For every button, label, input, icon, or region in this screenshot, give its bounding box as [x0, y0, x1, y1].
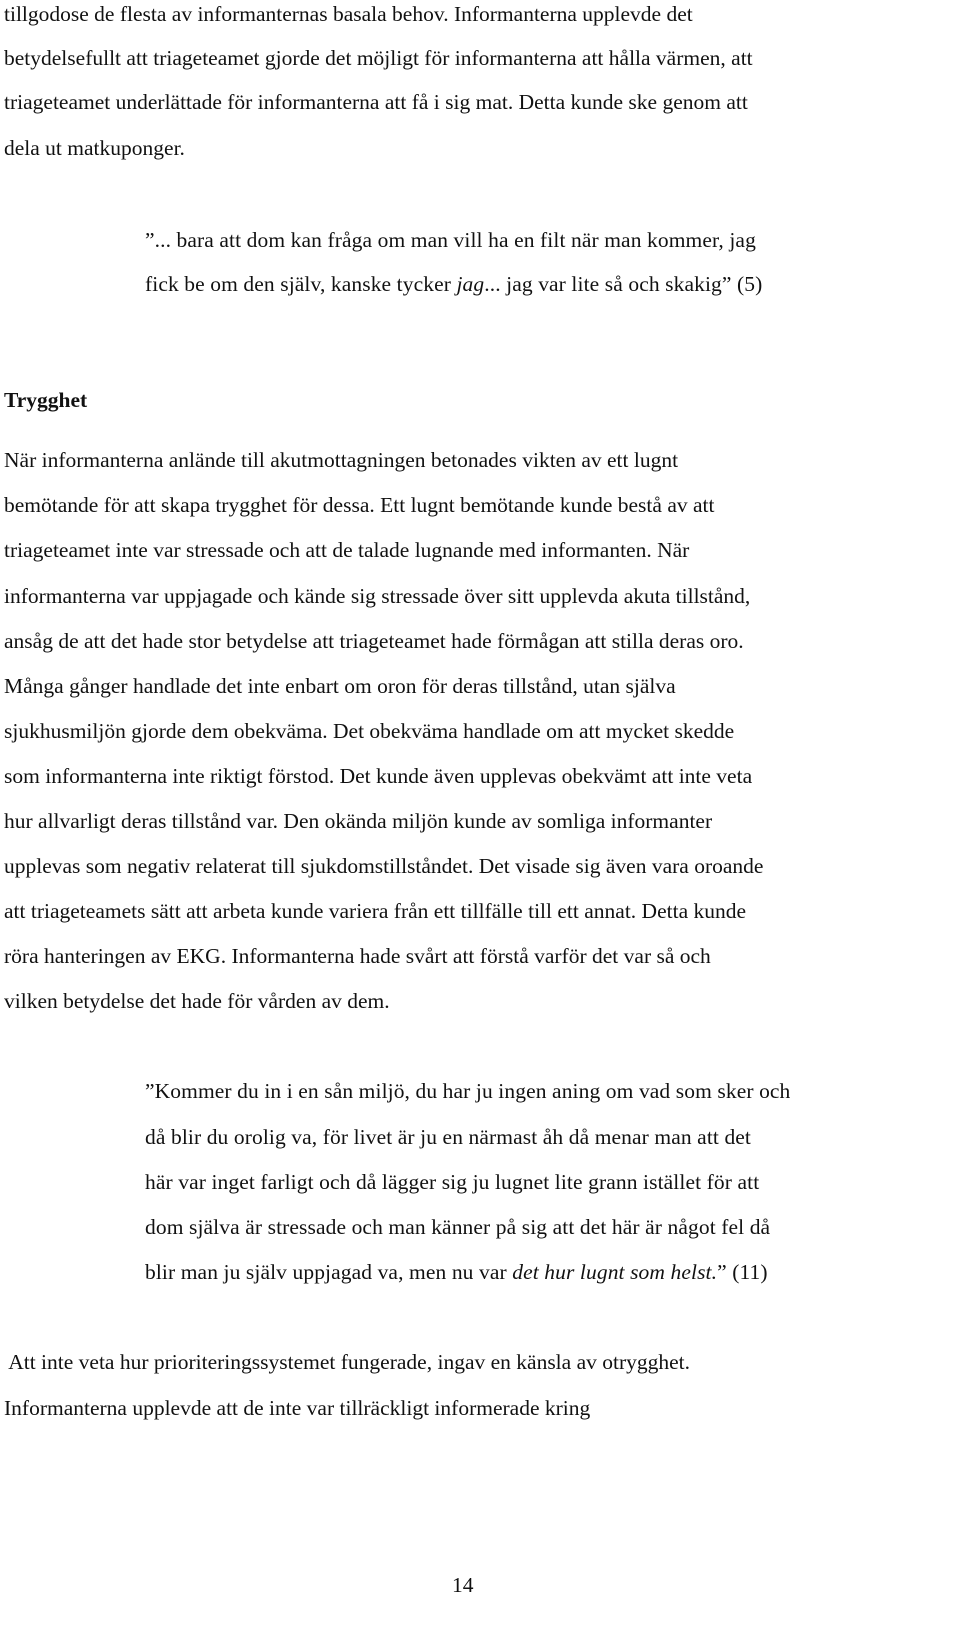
- quote-text-segment: blir man ju själv uppjagad va, men nu var: [145, 1260, 513, 1284]
- text-line: tillgodose de flesta av informanternas basala behov. Informanterna upplevde det: [4, 2, 693, 26]
- quote-line: här var inget farligt och då lägger sig ju lugnet lite grann istället för att: [145, 1170, 760, 1194]
- text-line: betydelsefullt att triageteamet gjorde det möjligt för informanterna att hålla värmen, att: [4, 46, 753, 70]
- text-line: Informanterna upplevde att de inte var tillräckligt informerade kring: [4, 1396, 591, 1420]
- text-line: vilken betydelse det hade för vården av dem.: [4, 989, 390, 1013]
- page-number: 14: [452, 1573, 474, 1597]
- quote-line: [145, 274, 762, 296]
- text-line: hur allvarligt deras tillstånd var. Den okända miljön kunde av somliga informanter: [4, 809, 713, 833]
- text-line: sjukhusmiljön gjorde dem obekväma. Det obekväma handlade om att mycket skedde: [4, 719, 735, 743]
- quote-line: då blir du orolig va, för livet är ju en närmast åh då menar man att det: [145, 1125, 752, 1149]
- text-line: upplevas som negativ relaterat till sjukdomstillståndet. Det visade sig även vara oroande: [4, 854, 764, 878]
- quote-line: [145, 1262, 768, 1284]
- text-line: dela ut matkuponger.: [4, 136, 185, 160]
- text-line: triageteamet inte var stressade och att de talade lugnande med informanten. När: [4, 538, 690, 562]
- text-line: att triageteamets sätt att arbeta kunde variera från ett tillfälle till ett annat. Detta kunde: [4, 899, 747, 923]
- quote-italic-segment: det hur lugnt som helst.: [512, 1260, 718, 1284]
- quote-text-segment: ” (11): [717, 1260, 768, 1284]
- section-heading: Trygghet: [4, 388, 88, 412]
- text-line: När informanterna anlände till akutmottagningen betonades vikten av ett lugnt: [4, 448, 679, 472]
- text-line: informanterna var uppjagade och kände sig stressade över sitt upplevda akuta tillstånd,: [4, 584, 751, 608]
- text-line: Många gånger handlade det inte enbart om oron för deras tillstånd, utan själva: [4, 674, 676, 698]
- quote-line: ”... bara att dom kan fråga om man vill ha en filt när man kommer, jag: [145, 228, 756, 252]
- text-line: triageteamet underlättade för informanterna att få i sig mat. Detta kunde ske genom att: [4, 90, 748, 114]
- text-line: ansåg de att det hade stor betydelse att triageteamet hade förmågan att stilla deras oro.: [4, 629, 744, 653]
- quote-text-segment: ... jag var lite så och skakig” (5): [484, 272, 763, 296]
- text-line: som informanterna inte riktigt förstod. Det kunde även upplevas obekvämt att inte veta: [4, 764, 753, 788]
- quote-line: ”Kommer du in i en sån miljö, du har ju ingen aning om vad som sker och: [145, 1079, 791, 1103]
- quote-line: dom själva är stressade och man känner på sig att det här är något fel då: [145, 1215, 771, 1239]
- text-line: Att inte veta hur prioriteringssystemet fungerade, ingav en känsla av otrygghet.: [4, 1350, 691, 1374]
- quote-text-segment: fick be om den själv, kanske tycker: [145, 272, 457, 296]
- text-line: bemötande för att skapa trygghet för dessa. Ett lugnt bemötande kunde bestå av att: [4, 493, 715, 517]
- text-line: röra hanteringen av EKG. Informanterna hade svårt att förstå varför det var så och: [4, 944, 711, 968]
- quote-italic-segment: jag: [456, 272, 485, 296]
